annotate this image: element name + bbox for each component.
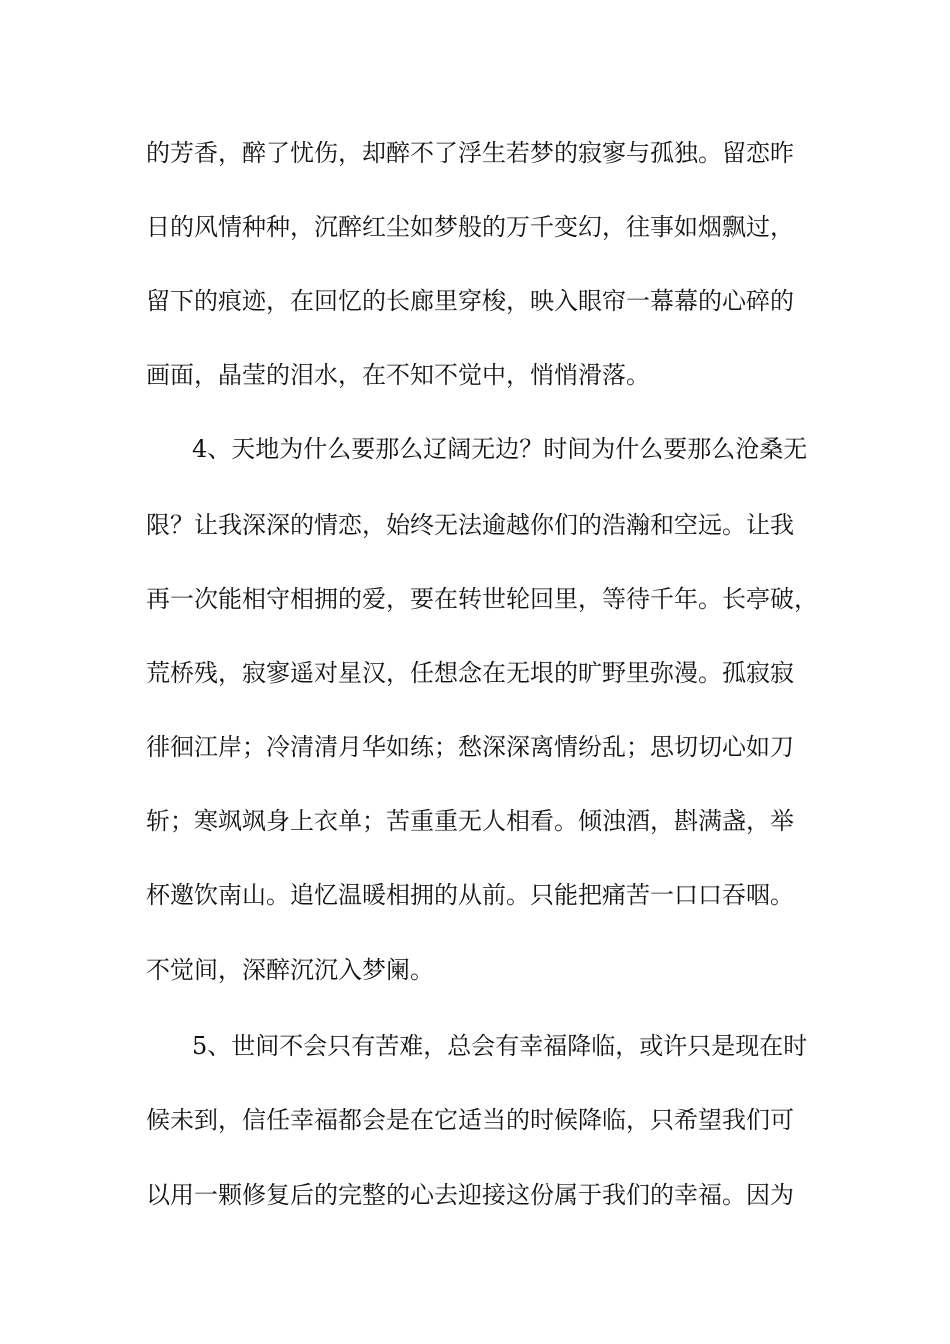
text-line: 以用一颗修复后的完整的心去迎接这份属于我们的幸福。因为 xyxy=(146,1181,794,1209)
text-line: 限？让我深深的情恋，始终无法逾越你们的浩瀚和空远。让我 xyxy=(146,511,794,539)
text-line: 荒桥残，寂寥遥对星汉，任想念在无垠的旷野里弥漫。孤寂寂 xyxy=(146,659,794,687)
text-line: 不觉间，深醉沉沉入梦阑。 xyxy=(146,956,434,984)
paragraph-4-first-line: 4、天地为什么要那么辽阔无边？时间为什么要那么沧桑无 xyxy=(192,435,808,463)
paragraph-5-first-line: 5、世间不会只有苦难，总会有幸福降临，或许只是现在时 xyxy=(192,1032,808,1060)
text-line: 候未到，信任幸福都会是在它适当的时候降临，只希望我们可 xyxy=(146,1106,794,1134)
text-line: 日的风情种种，沉醉红尘如梦般的万千变幻，往事如烟飘过， xyxy=(146,213,794,241)
text-line: 留下的痕迹，在回忆的长廊里穿梭，映入眼帘一幕幕的心碎的 xyxy=(146,287,794,315)
text-line: 斩；寒飒飒身上衣单；苦重重无人相看。倾浊酒，斟满盏，举 xyxy=(146,807,794,835)
text-line: 的芳香，醉了忧伤，却醉不了浮生若梦的寂寥与孤独。留恋昨 xyxy=(146,139,794,167)
text-line: 再一次能相守相拥的爱，要在转世轮回里，等待千年。长亭破， xyxy=(146,585,818,613)
text-line: 徘徊江岸；冷清清月华如练；愁深深离情纷乱；思切切心如刀 xyxy=(146,733,794,761)
text-line: 画面，晶莹的泪水，在不知不觉中，悄悄滑落。 xyxy=(146,361,650,389)
text-line: 杯邀饮南山。追忆温暖相拥的从前。只能把痛苦一口口吞咽。 xyxy=(146,881,794,909)
